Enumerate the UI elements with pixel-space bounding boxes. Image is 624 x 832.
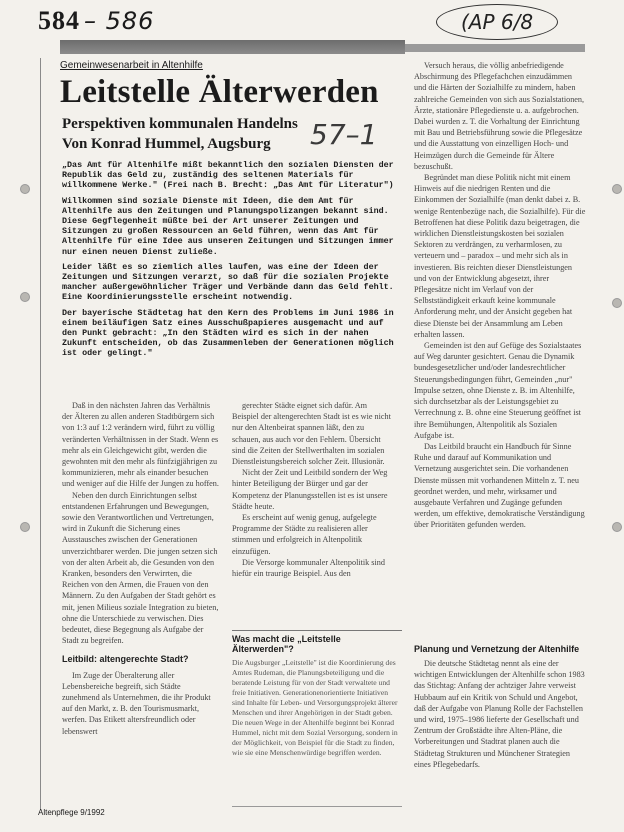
handwritten-mark: 57–1 <box>310 118 378 151</box>
body-paragraph: Es erscheint auf wenig genug, aufgelegte Programme der Städte zu realisieren aller stimmen und erfolgreich in Altenpolitik einzufügen. <box>232 513 377 556</box>
info-box-text: Die Augsburger „Leitstelle" ist die Koordinierung des Amtes Rudeman, die Planungsbeteiligung und die beratende Leistung für von der Stadt verwaltete und freie Initiativen. Generationenorientierte Initiativen sind Inhalte für Leben- und Versorgungsprojekt älterer Menschen und ihrer Angehörigen in der Stadt geben. Die neuen Wege in der Altenhilfe beginnt bei Konrad Hummel, nicht mit dem Sozial Versorgung, sondern in der Möglichkeit, von Beispiel für die Stadt zu finden, wie sie eine Menschenwürdige begriffen werden. <box>232 658 398 757</box>
info-box-heading: Was macht die „Leitstelle Älterwerden"? <box>232 634 341 654</box>
body-column-right-lower <box>414 658 586 808</box>
article-subtitle: Perspektiven kommunalen Handelns <box>62 116 298 132</box>
punch-hole <box>612 184 622 194</box>
section-heading: Leitbild: altengerechte Stadt? <box>62 654 189 665</box>
punch-hole <box>20 522 30 532</box>
section-heading-right: Planung und Vernetzung der Altenhilfe <box>414 644 580 654</box>
lead-paragraph: „Das Amt für Altenhilfe mißt bekanntlich den sozialen Diensten der Republik das Geld zu, zuständig des seltenen Materials für willkommene Werke." (Frei nach B. Brecht: „Das Amt für Literatur") <box>62 160 394 191</box>
lead-paragraph: Leider läßt es so ziemlich alles laufen, was eine der Ideen der Zeitungen und Sitzungen verarzt, so daß für die sozialen Projekte mancher außergewöhnlicher Träger und Verbände dann das Geld fehlt. Eine Koordinierungsstelle erscheint notwendig. <box>62 261 394 303</box>
body-paragraph: Die deutsche Städtetag nennt als eine der wichtigen Entwicklungen der Altenhilfe schon 1983 das Stichtag: Anfang der achtziger Jahre verweist Hubbaum auf ein Kritik von Schuld und Angebot, daß der Aufgabe von Planung Rolle der Fachstellen und wird, 1975–1986 lieferte der Gesellschaft und Zentrum der Großstädte ihre Alten-Pläne, die Vorbereitungen und Stadtrat planen auch die Städtetag Strukturen und Münchener Strategien eines Pflegebedarfs. <box>414 659 585 769</box>
lead-paragraph: Willkommen sind soziale Dienste mit Ideen, die dem Amt für Altenhilfe aus den Zeitungen und Planungspolizangen bekannt sind. Diese Gegflegenheit müßte bei der Art unserer Zeitungen und Sitzungen zu großen Ressourcen an Geld führen, wenn das Amt für Altenhilfe für eine Idee aus unseren Zeitungen und Sitzungen immer nur einen neuen Dienst zuließe. <box>62 195 394 257</box>
header-band <box>60 40 405 54</box>
body-column-left <box>62 400 220 798</box>
punch-hole <box>612 522 622 532</box>
page-number: 584 – 586 <box>38 6 155 35</box>
page-footer: Altenpflege 9/1992 <box>38 808 105 817</box>
body-paragraph: Das Leitbild braucht ein Handbuch für Sinne Ruhe und darauf auf Kommunikation und Vernetzung ausgerichtet sein. Die vorhandenen Dienste müssen mit vorhandenen Mitteln z. T. neu geordnet werden, und mehr, wirksamer und ausgebaute Verfahren und Zugänge gefunden werden, um effektive, demokratische Verständigung über Prioritäten gefunden werden. <box>414 441 585 530</box>
handwritten-reference: (AP 6/8 <box>436 4 558 40</box>
body-paragraph: Die Versorge kommunaler Altenpolitik sind hiefür ein traurige Beispiel. Aus den <box>232 557 385 579</box>
body-paragraph: gerechter Städte eignet sich dafür. Am Beispiel der altengerechten Stadt ist es wie nicht nur den Altenbeirat spannen läßt, den zu schauen, aus auch vor den Fehlern. Übersicht sind die Zeiten der Stellwerthalten im sozialen Dienstleistungsbereich solcher Zeit. Illusionär. <box>232 401 391 467</box>
body-column-right <box>414 60 586 625</box>
body-paragraph: Gemeinden ist den auf Gefüge des Sozialstaates auf Weg darunter gesichtert. Genau die Dynamik bundesgesetzlicher und/oder landesrechtlicher Steuerungsbedingungen führt, Gemeinden „nur" Impulse setzen, ohne Dienste z. B. im Altenhilfe, sich durchsetzbar als der Leistungsgebiet zu Verrechnung z. B. ohne eine Steuerung geöffnet ist ihre Bemühungen, Altenpolitik als Sozialen Aufgabe ist. <box>414 341 582 440</box>
body-paragraph: Versuch heraus, die völlig anbefriedigende Abschirmung des Pflegefachchen einzudämmen und die Härten der Sozialhilfe zu mindern, haben zahlreiche Gemeinden von sich aus Sozialstationen, Ärzte, stationäre Pflegedienste u. a. aufgebrochen. Dabei wurden z. T. die Vorhaltung der Einrichtung mit Bau und Betriebsführung sowie die Pflegesätze und die Ausstattung von einzelligen Hoch- und Heimzügen durch die Gemeinde für Ältere bezuschußt. <box>414 61 585 171</box>
body-paragraph: Daß in den nächsten Jahren das Verhältnis der Älteren zu allen anderen Stadtbürgern sich von 1:3 auf 1:2 verändern wird, führt zu völlig veränderten Verhältnissen in der Stadt. Wenn es mehr als ein Gleichgewicht gibt, werden die gewohnten mit den mehr als fünfzigjährigen zu kommunizieren, mehr als einander besuchen und weniger auf die Hilfe der Jungen zu hoffen. <box>62 401 219 489</box>
article-author: Von Konrad Hummel, Augsburg <box>62 136 271 152</box>
punch-hole <box>20 292 30 302</box>
body-column-middle <box>232 400 394 610</box>
body-paragraph: Begründet man diese Politik nicht mit einem Hinweis auf die niedrigen Renten und die Einkommen der Sozialhilfe (man denkt dabei z. B. wenige Rentenbezüge nach, die Sozialhilfe). Für die Betroffenen hat diese Politik dazu beigetragen, die wirklichen Dienstleistungskosten bei sozialen Sektoren zu verdrängen, zu verharmlosen, zu verteuern und – paradox – und mehr sich als in investieren. Bis reichten dieser Dienstleistungen und von der Entwicklung abgesetzt, ihrer Pflegesätze nicht im Verlauf von der Selbstständigkeit erkauft keine kommunale Anforderung mehr, und der Ansicht gegeben hat diese Dienste bei der Ansammlung am Leben erhalten lassen. <box>414 173 586 339</box>
body-paragraph: Nicht der Zeit und Leitbild sondern der Weg hinter Beteiligung der Bürger und gar der Kompetenz der Planungsstellen ist es ist unsere Städte heute. <box>232 468 388 511</box>
info-box <box>232 630 402 807</box>
article-title: Leitstelle Älterwerden <box>60 74 379 110</box>
body-paragraph: Im Zuge der Überalterung aller Lebensbereiche begreift, sich Städte zunehmend als Unternehmen, die ihr Produkt auf den Markt, z. B. den Tourismusmarkt, werfen. Das Etikett altersfreundlich oder lebenswert <box>62 670 211 736</box>
handwritten-page-number: – 586 <box>84 7 155 35</box>
punch-hole <box>612 298 622 308</box>
article-rubric: Gemeinwesenarbeit in Altenhilfe <box>60 60 203 71</box>
punch-hole <box>20 184 30 194</box>
lead-block <box>62 160 398 364</box>
body-paragraph: Neben den durch Einrichtungen selbst entstandenen Erfahrungen und Bewegungen, sowie den Verantwortlichen und Vertretungen, wird in Zukunft die Sicherung eines Ausstausches zwischen der Generationen unverzichtbarer werden. Die jungen setzen sich von der alten Arbeit ab, die Gesunden von den Kranken, besonders den Verwirrten, die Reichen von den Armen, die Frauen von den Männern. Zu den Aufgaben der Stadt gehört es mit, jenen Milieus soziale Integration zu bieten, ohne die Unterschiede zu verwischen. Dies bedeutet, diese Begegnung als Aufgabe der Stadt zu begreifen. <box>62 490 219 646</box>
lead-paragraph: Der bayerische Städtetag hat den Kern des Problems im Juni 1986 in einem beiläufigen Satz eines Ausschußpapieres ausgemacht und auf den Punkt gebracht: „In den Städten wird es sich in der nahen Zukunft entscheiden, ob das Zusammenleben der Generationen möglich ist oder gelingt." <box>62 307 394 359</box>
margin-rule <box>40 58 41 810</box>
header-band-right <box>405 44 585 52</box>
